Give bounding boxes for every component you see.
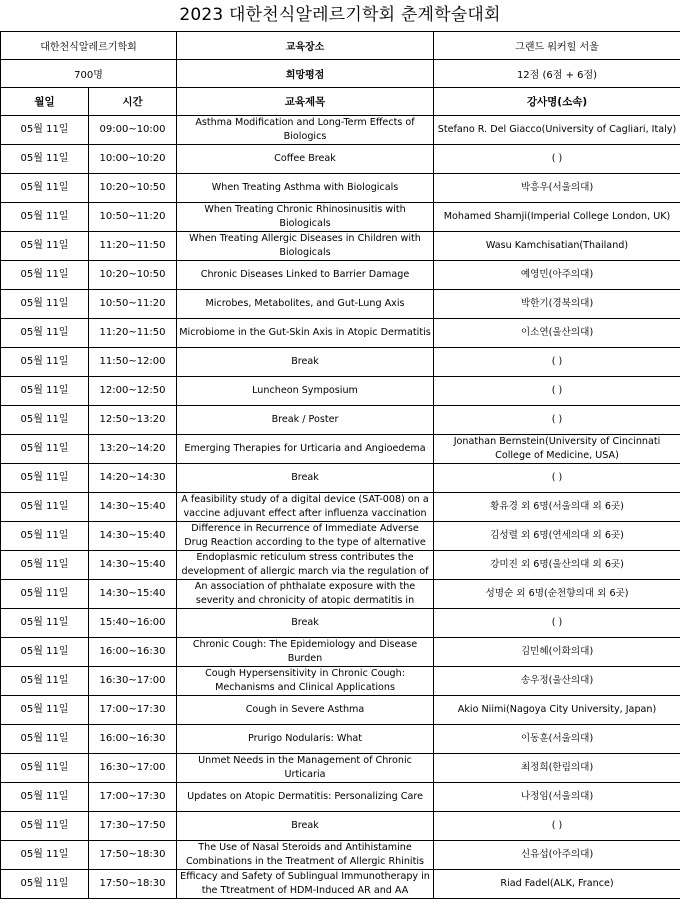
row-topic: Difference in Recurrence of Immediate Adverse Drug Reaction according to the type of alternative: [177, 522, 434, 551]
row-speaker: ( ): [434, 812, 680, 841]
row-topic: Emerging Therapies for Urticaria and Angioedema: [177, 435, 434, 464]
table-row: [1, 232, 680, 261]
row-date: 05월 11일: [1, 870, 89, 899]
table-row: [1, 609, 680, 638]
table-row: [1, 145, 680, 174]
row-topic: Microbes, Metabolites, and Gut-Lung Axis: [177, 290, 434, 319]
row-time: 11:50~12:00: [89, 348, 177, 377]
row-topic: When Treating Chronic Rhinosinusitis with Biologicals: [177, 203, 434, 232]
row-time: 14:20~14:30: [89, 464, 177, 493]
row-speaker: 박한기(경북의대): [434, 290, 680, 319]
row-speaker: 최정희(한림의대): [434, 754, 680, 783]
row-topic: Cough Hypersensitivity in Chronic Cough: Mechanisms and Clinical Applications: [177, 667, 434, 696]
row-topic: Break: [177, 348, 434, 377]
row-topic: Updates on Atopic Dermatitis: Personalizing Care: [177, 783, 434, 812]
row-topic: When Treating Asthma with Biologicals: [177, 174, 434, 203]
row-speaker: ( ): [434, 464, 680, 493]
row-time: 17:50~18:30: [89, 841, 177, 870]
row-time: 11:20~11:50: [89, 319, 177, 348]
table-row: [1, 667, 680, 696]
attendees-cell: 700명: [1, 60, 177, 88]
table-row: [1, 464, 680, 493]
row-topic: Unmet Needs in the Management of Chronic Urticaria: [177, 754, 434, 783]
row-date: 05월 11일: [1, 116, 89, 145]
table-row: [1, 377, 680, 406]
table-row: [1, 638, 680, 667]
row-topic: Break: [177, 812, 434, 841]
row-speaker: Wasu Kamchisatian(Thailand): [434, 232, 680, 261]
row-topic: When Treating Allergic Diseases in Children with Biologicals: [177, 232, 434, 261]
row-time: 10:50~11:20: [89, 290, 177, 319]
row-time: 17:50~18:30: [89, 870, 177, 899]
row-speaker: Akio Niimi(Nagoya City University, Japan): [434, 696, 680, 725]
row-topic: Prurigo Nodularis: What: [177, 725, 434, 754]
row-topic: A feasibility study of a digital device (SAT-008) on a vaccine adjuvant effect after influenza vaccination: [177, 493, 434, 522]
row-time: 14:30~15:40: [89, 493, 177, 522]
table-row: [1, 725, 680, 754]
row-topic: Efficacy and Safety of Sublingual Immunotherapy in the Ttreatment of HDM-Induced AR and AA: [177, 870, 434, 899]
row-topic: Chronic Cough: The Epidemiology and Disease Burden: [177, 638, 434, 667]
row-date: 05월 11일: [1, 783, 89, 812]
row-date: 05월 11일: [1, 435, 89, 464]
row-speaker: Mohamed Shamji(Imperial College London, UK): [434, 203, 680, 232]
row-time: 16:30~17:00: [89, 667, 177, 696]
row-date: 05월 11일: [1, 348, 89, 377]
row-time: 10:00~10:20: [89, 145, 177, 174]
row-date: 05월 11일: [1, 232, 89, 261]
row-topic: Chronic Diseases Linked to Barrier Damage: [177, 261, 434, 290]
table-row: [1, 348, 680, 377]
row-speaker: 송우정(울산의대): [434, 667, 680, 696]
row-topic: Coffee Break: [177, 145, 434, 174]
table-header-row: [1, 88, 680, 116]
row-time: 12:50~13:20: [89, 406, 177, 435]
table-row: [1, 522, 680, 551]
row-speaker: ( ): [434, 406, 680, 435]
row-speaker: Jonathan Bernstein(University of Cincinnati College of Medicine, USA): [434, 435, 680, 464]
row-date: 05월 11일: [1, 667, 89, 696]
row-time: 17:00~17:30: [89, 696, 177, 725]
row-time: 17:30~17:50: [89, 812, 177, 841]
row-time: 10:50~11:20: [89, 203, 177, 232]
row-topic: The Use of Nasal Steroids and Antihistamine Combinations in the Treatment of Allergic Rhinitis: [177, 841, 434, 870]
row-date: 05월 11일: [1, 638, 89, 667]
header-date: 월일: [1, 88, 89, 116]
row-date: 05월 11일: [1, 377, 89, 406]
row-time: 11:20~11:50: [89, 232, 177, 261]
row-topic: Luncheon Symposium: [177, 377, 434, 406]
row-date: 05월 11일: [1, 812, 89, 841]
row-date: 05월 11일: [1, 522, 89, 551]
row-date: 05월 11일: [1, 493, 89, 522]
table-row: [1, 116, 680, 145]
row-date: 05월 11일: [1, 145, 89, 174]
organizer-cell: 대한천식알레르기학회: [1, 32, 177, 60]
row-topic: Cough in Severe Asthma: [177, 696, 434, 725]
table-row: [1, 290, 680, 319]
row-time: 17:00~17:30: [89, 783, 177, 812]
row-time: 14:30~15:40: [89, 580, 177, 609]
row-date: 05월 11일: [1, 696, 89, 725]
row-date: 05월 11일: [1, 174, 89, 203]
table-row: [1, 696, 680, 725]
row-date: 05월 11일: [1, 290, 89, 319]
row-date: 05월 11일: [1, 725, 89, 754]
table-row: [1, 870, 680, 899]
row-date: 05월 11일: [1, 464, 89, 493]
points-value: 12점 (6점 + 6점): [434, 60, 680, 88]
page-title: 2023 대한천식알레르기학회 춘계학술대회: [179, 5, 501, 25]
table-row: [1, 812, 680, 841]
table-row: [1, 406, 680, 435]
row-date: 05월 11일: [1, 841, 89, 870]
row-time: 14:30~15:40: [89, 522, 177, 551]
row-topic: Asthma Modification and Long-Term Effects of Biologics: [177, 116, 434, 145]
table-row: [1, 841, 680, 870]
row-time: 16:00~16:30: [89, 725, 177, 754]
row-time: 15:40~16:00: [89, 609, 177, 638]
row-speaker: ( ): [434, 348, 680, 377]
header-speaker: 강사명(소속): [434, 88, 680, 116]
schedule-table: [0, 31, 680, 899]
table-row: [1, 551, 680, 580]
row-time: 12:00~12:50: [89, 377, 177, 406]
row-topic: Break: [177, 609, 434, 638]
row-speaker: ( ): [434, 377, 680, 406]
row-date: 05월 11일: [1, 319, 89, 348]
row-topic: Break / Poster: [177, 406, 434, 435]
table-row: [1, 580, 680, 609]
table-row: [1, 435, 680, 464]
row-topic: Endoplasmic reticulum stress contributes the development of allergic march via the regulation of: [177, 551, 434, 580]
row-speaker: Riad Fadel(ALK, France): [434, 870, 680, 899]
row-topic: An association of phthalate exposure with the severity and chronicity of atopic dermatitis in: [177, 580, 434, 609]
row-speaker: 김성렬 외 6명(연세의대 외 6곳): [434, 522, 680, 551]
row-date: 05월 11일: [1, 551, 89, 580]
row-topic: Break: [177, 464, 434, 493]
row-speaker: 이소연(울산의대): [434, 319, 680, 348]
row-date: 05월 11일: [1, 261, 89, 290]
venue-label: 교육장소: [177, 32, 434, 60]
row-date: 05월 11일: [1, 406, 89, 435]
row-speaker: 황유경 외 6명(서울의대 외 6곳): [434, 493, 680, 522]
table-row: [1, 174, 680, 203]
row-speaker: 강미진 외 6명(울산의대 외 6곳): [434, 551, 680, 580]
venue-value: 그랜드 워커힐 서울: [434, 32, 680, 60]
table-row: [1, 261, 680, 290]
row-time: 10:20~10:50: [89, 174, 177, 203]
row-speaker: 예영민(아주의대): [434, 261, 680, 290]
table-row: [1, 319, 680, 348]
row-speaker: 신유섭(아주의대): [434, 841, 680, 870]
row-speaker: 이동훈(서울의대): [434, 725, 680, 754]
row-time: 14:30~15:40: [89, 551, 177, 580]
table-row: [1, 493, 680, 522]
row-speaker: 나정임(서울의대): [434, 783, 680, 812]
table-row: [1, 754, 680, 783]
table-row: [1, 783, 680, 812]
row-speaker: Stefano R. Del Giacco(University of Cagliari, Italy): [434, 116, 680, 145]
row-speaker: ( ): [434, 609, 680, 638]
points-label: 희망평점: [177, 60, 434, 88]
row-speaker: 김민혜(이화의대): [434, 638, 680, 667]
header-time: 시간: [89, 88, 177, 116]
row-date: 05월 11일: [1, 754, 89, 783]
row-speaker: 성명순 외 6명(순천향의대 외 6곳): [434, 580, 680, 609]
row-time: 13:20~14:20: [89, 435, 177, 464]
header-topic: 교육제목: [177, 88, 434, 116]
table-row: [1, 203, 680, 232]
row-speaker: 박흥우(서울의대): [434, 174, 680, 203]
row-speaker: ( ): [434, 145, 680, 174]
row-time: 10:20~10:50: [89, 261, 177, 290]
row-date: 05월 11일: [1, 609, 89, 638]
row-topic: Microbiome in the Gut-Skin Axis in Atopic Dermatitis: [177, 319, 434, 348]
row-time: 09:00~10:00: [89, 116, 177, 145]
row-date: 05월 11일: [1, 580, 89, 609]
row-time: 16:00~16:30: [89, 638, 177, 667]
row-date: 05월 11일: [1, 203, 89, 232]
row-time: 16:30~17:00: [89, 754, 177, 783]
